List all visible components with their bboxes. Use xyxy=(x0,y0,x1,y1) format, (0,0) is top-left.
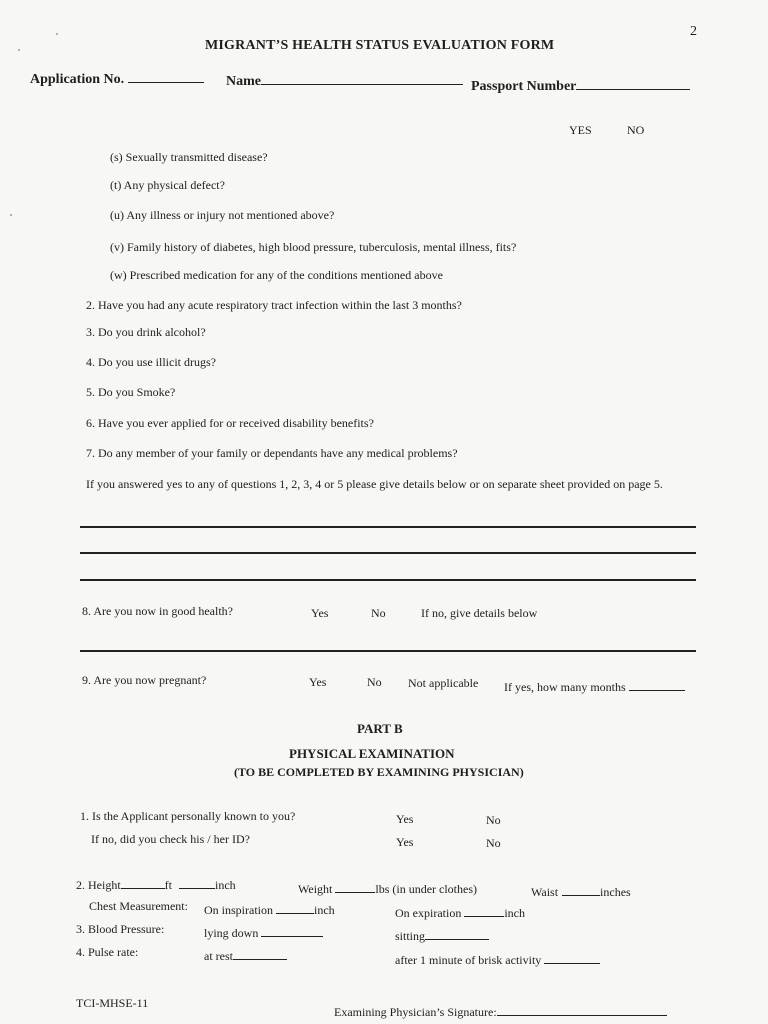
sitting-line[interactable] xyxy=(425,927,489,940)
q8-details-note: If no, give details below xyxy=(421,606,538,620)
sitting-label: sitting xyxy=(395,929,426,943)
weight-line[interactable] xyxy=(335,880,375,893)
blood-pressure-label: 3. Blood Pressure: xyxy=(76,922,165,936)
passport-number-field[interactable] xyxy=(471,77,690,95)
lying-down-label: lying down xyxy=(204,926,259,940)
lying-down-field[interactable] xyxy=(204,924,323,941)
after-activity-label: after 1 minute of brisk activity xyxy=(395,953,542,967)
waist-label: Waist xyxy=(531,885,559,899)
weight-field[interactable] xyxy=(298,880,477,897)
details-line-3[interactable] xyxy=(80,579,696,581)
question-2: 2. Have you had any acute respiratory tract infection within the last 3 months? xyxy=(86,298,462,312)
question-t: (t) Any physical defect? xyxy=(110,178,225,192)
passport-number-label: Passport Number xyxy=(471,79,577,94)
height-inch-line[interactable] xyxy=(179,876,215,889)
details-line-1[interactable] xyxy=(80,526,696,528)
question-w: (w) Prescribed medication for any of the conditions mentioned above xyxy=(110,268,443,282)
expiration-line[interactable] xyxy=(464,904,504,917)
exam-q1-yes-option[interactable]: Yes xyxy=(396,812,414,826)
waist-unit: inches xyxy=(600,885,631,899)
height-label: 2. Height xyxy=(76,878,121,892)
question-v: (v) Family history of diabetes, high blood pressure, tuberculosis, mental illness, fits? xyxy=(110,240,517,254)
part-b-subtitle: PHYSICAL EXAMINATION xyxy=(289,746,455,761)
exam-question-1: 1. Is the Applicant personally known to you? xyxy=(80,809,296,823)
question-s: (s) Sexually transmitted disease? xyxy=(110,150,268,164)
height-inch-unit: inch xyxy=(215,878,236,892)
question-3: 3. Do you drink alcohol? xyxy=(86,325,206,339)
page-number: 2 xyxy=(690,24,697,39)
physician-signature-line[interactable] xyxy=(497,1003,667,1016)
form-title: MIGRANT’S HEALTH STATUS EVALUATION FORM xyxy=(205,38,555,53)
inspiration-line[interactable] xyxy=(276,901,314,914)
q9-not-applicable-option[interactable]: Not applicable xyxy=(408,676,479,690)
question-8: 8. Are you now in good health? xyxy=(82,604,233,618)
height-ft-unit: ft xyxy=(164,878,173,892)
physician-signature-label: Examining Physician’s Signature: xyxy=(334,1005,497,1019)
pulse-rate-label: 4. Pulse rate: xyxy=(76,945,139,959)
after-activity-line[interactable] xyxy=(544,951,600,964)
part-b-title: PART B xyxy=(357,721,403,736)
application-number-label: Application No. xyxy=(30,72,125,87)
q9-months-line[interactable] xyxy=(629,678,685,691)
exam-q1-no-option[interactable]: No xyxy=(486,813,501,827)
waist-line[interactable] xyxy=(562,883,600,896)
q8-details-line[interactable] xyxy=(80,650,696,652)
physician-signature-field[interactable] xyxy=(334,1003,667,1020)
height-ft-line[interactable] xyxy=(121,876,165,889)
exam-q1b-yes-option[interactable]: Yes xyxy=(396,835,414,849)
question-6: 6. Have you ever applied for or received disability benefits? xyxy=(86,416,374,430)
q9-no-option[interactable]: No xyxy=(367,675,382,689)
after-activity-field[interactable] xyxy=(395,951,600,968)
inspiration-unit: inch xyxy=(314,903,335,917)
inspiration-field[interactable] xyxy=(204,901,335,918)
waist-field[interactable] xyxy=(531,883,631,900)
at-rest-line[interactable] xyxy=(233,947,287,960)
sitting-field[interactable] xyxy=(395,927,489,944)
expiration-field[interactable] xyxy=(395,904,525,921)
scan-speck xyxy=(18,49,20,51)
no-column-header: NO xyxy=(627,123,645,137)
details-line-2[interactable] xyxy=(80,552,696,554)
exam-question-1b: If no, did you check his / her ID? xyxy=(91,832,250,846)
chest-measurement-label: Chest Measurement: xyxy=(89,899,188,913)
height-field[interactable] xyxy=(76,876,236,893)
name-line[interactable] xyxy=(261,72,463,85)
scan-speck xyxy=(56,33,58,35)
form-code: TCI-MHSE-11 xyxy=(76,996,149,1010)
yes-column-header: YES xyxy=(569,123,592,137)
question-u: (u) Any illness or injury not mentioned above? xyxy=(110,208,335,222)
weight-label: Weight xyxy=(298,882,333,896)
q9-months-label: If yes, how many months xyxy=(504,680,626,694)
at-rest-field[interactable] xyxy=(204,947,287,964)
inspiration-label: On inspiration xyxy=(204,903,273,917)
question-7: 7. Do any member of your family or dependants have any medical problems? xyxy=(86,446,458,460)
scan-speck xyxy=(10,214,12,216)
application-number-field[interactable] xyxy=(30,70,204,88)
question-9: 9. Are you now pregnant? xyxy=(82,673,207,687)
question-5: 5. Do you Smoke? xyxy=(86,385,176,399)
q8-no-option[interactable]: No xyxy=(371,606,386,620)
name-field[interactable] xyxy=(226,72,463,90)
details-instruction: If you answered yes to any of questions 1, 2, 3, 4 or 5 please give details below or on separate sheet provided on page 5. xyxy=(86,477,663,491)
lying-down-line[interactable] xyxy=(261,924,323,937)
exam-q1b-no-option[interactable]: No xyxy=(486,836,501,850)
q9-yes-option[interactable]: Yes xyxy=(309,675,327,689)
q8-yes-option[interactable]: Yes xyxy=(311,606,329,620)
passport-number-line[interactable] xyxy=(576,77,690,90)
expiration-label: On expiration xyxy=(395,906,462,920)
q9-months-field[interactable] xyxy=(504,678,685,695)
part-b-note: (TO BE COMPLETED BY EXAMINING PHYSICIAN) xyxy=(234,765,524,779)
weight-unit: lbs (in under clothes) xyxy=(375,882,478,896)
expiration-unit: inch xyxy=(504,906,525,920)
question-4: 4. Do you use illicit drugs? xyxy=(86,355,216,369)
application-number-line[interactable] xyxy=(128,70,204,83)
name-label: Name xyxy=(226,74,261,89)
at-rest-label: at rest xyxy=(204,949,233,963)
